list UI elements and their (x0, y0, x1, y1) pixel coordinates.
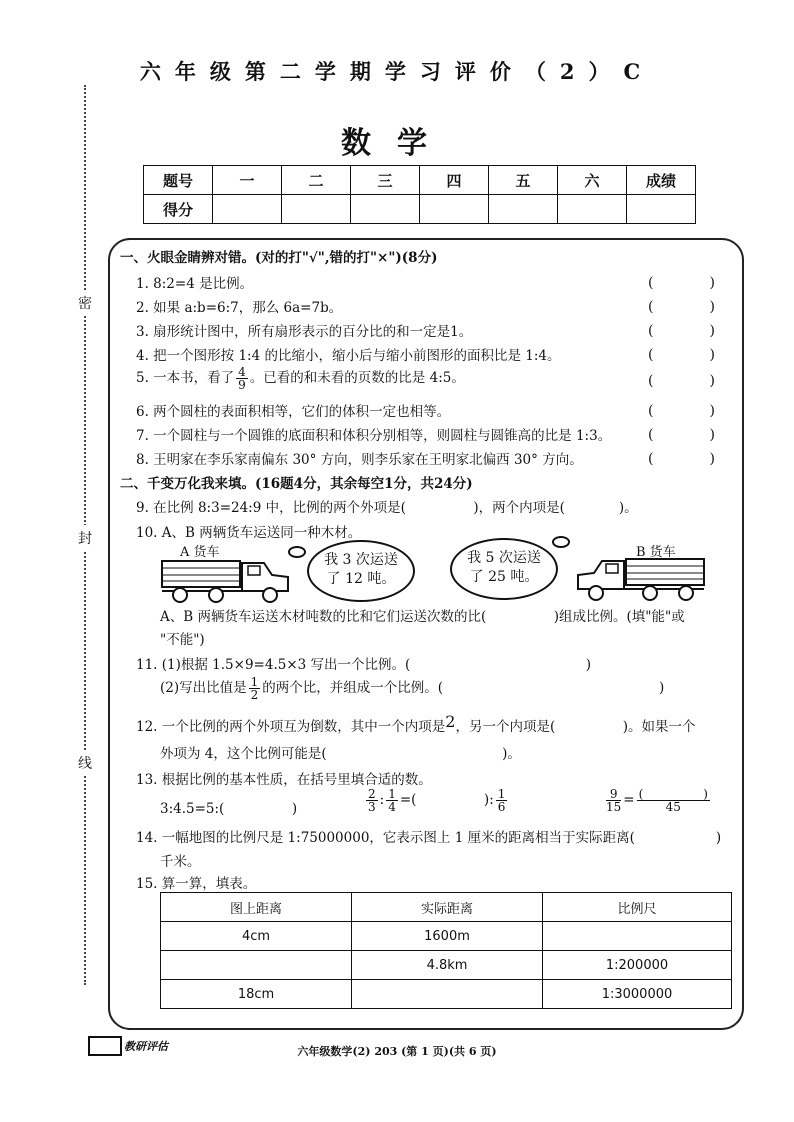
speech-bubble-b (450, 538, 558, 600)
question-12a (136, 712, 696, 735)
score-header: 成绩 (627, 166, 696, 195)
bubble-b-line2: 了 25 吨。 (469, 569, 539, 585)
side-label: 密 (78, 290, 92, 316)
question-5-pre: 5. 一本书，看了 (136, 370, 235, 386)
fraction (637, 788, 710, 813)
page-title: 六年级第二学期学习评价（2）C (139, 59, 655, 84)
question-10-text-2: "不能") (160, 632, 205, 648)
fraction (366, 788, 378, 813)
table-cell: 4.8km (352, 951, 543, 980)
question-13b-mid: =( ): (399, 792, 494, 808)
table-cell: 18cm (161, 980, 352, 1009)
fraction (606, 788, 621, 813)
question-13c: $\frac{9}{15}$ = $\frac{( )}{45}$ (606, 787, 708, 814)
truck-a-icon (160, 553, 292, 605)
scale-table (160, 892, 732, 1009)
score-header: 六 (558, 166, 627, 195)
section-2-title: 二、千变万化我来填。(16题4分，其余每空1分，共24分) (120, 476, 473, 492)
question-2: 2. 如果 a:b=6:7，那么 6a=7b。 (136, 300, 343, 316)
answer-paren[interactable]: ( ) (648, 299, 715, 315)
fraction (496, 788, 508, 813)
score-header: 题号 (144, 166, 213, 195)
thought-dot (552, 536, 570, 548)
fraction-num: 1 (388, 787, 396, 801)
fraction-den: 15 (606, 800, 622, 814)
score-header: 三 (351, 166, 420, 195)
question-13: 13. 根据比例的基本性质，在括号里填合适的数。 (136, 772, 432, 788)
fraction-den: 9 (238, 378, 246, 392)
answer-paren[interactable]: ( ) (648, 451, 715, 467)
table-cell[interactable] (543, 922, 732, 951)
question-5-post: 。已看的和未看的页数的比是 4:5。 (249, 370, 465, 386)
question-12a-post: ，另一个内项是( )。如果一个 (455, 719, 696, 735)
fraction (249, 676, 261, 701)
answer-paren[interactable]: ( ) (648, 373, 715, 389)
table-header: 实际距离 (352, 893, 543, 922)
score-cell[interactable] (558, 195, 627, 224)
score-cell[interactable] (282, 195, 351, 224)
question-9: 9. 在比例 8:3=24:9 中，比例的两个外项是( )，两个内项是( )。 (136, 500, 638, 516)
question-11b-pre: (2)写出比值是 (160, 680, 247, 696)
side-label: 封 (78, 525, 92, 551)
fraction-num: 2 (368, 787, 376, 801)
fraction (386, 788, 398, 813)
fraction-den: 6 (497, 800, 506, 814)
bubble-b-line1: 我 5 次运送 (467, 550, 541, 566)
question-6: 6. 两个圆柱的表面积相等，它们的体积一定也相等。 (136, 404, 451, 420)
table-row (161, 893, 732, 922)
answer-paren[interactable]: ( ) (648, 403, 715, 419)
side-label: 线 (78, 750, 92, 776)
question-12b: 外项为 4，这个比例可能是( )。 (160, 746, 521, 762)
fraction-den: 3 (368, 800, 376, 814)
question-1: 1. 8:2=4 是比例。 (136, 276, 254, 292)
score-cell[interactable] (213, 195, 282, 224)
question-11a: 11. (1)根据 1.5×9=4.5×3 写出一个比例。( ) (136, 657, 592, 673)
fraction-den: 4 (388, 800, 396, 814)
table-cell: 1600m (352, 922, 543, 951)
question-14-text-2: 千米。 (160, 854, 201, 870)
score-cell[interactable] (420, 195, 489, 224)
score-header: 二 (282, 166, 351, 195)
table-header: 图上距离 (161, 893, 352, 922)
subject-title: 数学 (341, 126, 453, 161)
answer-paren[interactable]: ( ) (648, 323, 715, 339)
question-10-text: A、B 两辆货车运送木材吨数的比和它们运送次数的比( )组成比例。(填"能"或 (160, 609, 685, 625)
fraction-num: 4 (238, 365, 246, 379)
fraction-num: 1 (250, 675, 259, 689)
question-8: 8. 王明家在李乐家南偏东 30° 方向，则李乐家在王明家北偏西 30° 方向。 (136, 452, 583, 468)
stamp-label: 教研评估 (124, 1040, 168, 1053)
fraction-den: 2 (250, 688, 259, 702)
question-11b-post: 的两个比，并组成一个比例。( ) (262, 680, 665, 696)
fraction (236, 366, 248, 391)
question-11b (160, 676, 664, 701)
truck-b-label: B 货车 (636, 545, 676, 560)
table-row (161, 922, 732, 951)
score-cell[interactable] (351, 195, 420, 224)
score-header: 四 (420, 166, 489, 195)
score-header: 一 (213, 166, 282, 195)
fraction-den: 45 (665, 800, 681, 814)
score-cell[interactable] (489, 195, 558, 224)
question-14: 14. 一幅地图的比例尺是 1:75000000，它表示图上 1 厘米的距离相当于实际距离( ) (136, 830, 722, 846)
table-row (161, 951, 732, 980)
page-footer: 六年级数学(2) 203 (第 1 页)(共 6 页) (297, 1045, 497, 1058)
table-cell: 4cm (161, 922, 352, 951)
fraction-num: 1 (497, 787, 506, 801)
answer-paren[interactable]: ( ) (648, 275, 715, 291)
fraction-num: 9 (606, 788, 621, 801)
question-13a: 3:4.5=5:( ) (160, 801, 298, 817)
table-row (161, 980, 732, 1009)
bubble-a-line2: 了 12 吨。 (326, 571, 396, 587)
fraction-num: ( ) (638, 787, 708, 801)
answer-paren[interactable]: ( ) (648, 347, 715, 363)
score-header: 五 (489, 166, 558, 195)
table-cell[interactable] (352, 980, 543, 1009)
thought-dot (288, 546, 306, 558)
question-10: 10. A、B 两辆货车运送同一种木材。 (136, 525, 362, 541)
question-15: 15. 算一算，填表。 (136, 876, 257, 892)
table-header: 比例尺 (543, 893, 732, 922)
speech-bubble-a (307, 540, 415, 602)
truck-a-label: A 货车 (180, 545, 220, 560)
question-5 (136, 366, 465, 391)
table-cell: 1:200000 (543, 951, 732, 980)
table-cell[interactable] (161, 951, 352, 980)
question-4: 4. 把一个图形按 1:4 的比缩小，缩小后与缩小前图形的面积比是 1:4。 (136, 348, 561, 364)
question-12a-pre: 12. 一个比例的两个外项互为倒数，其中一个内项是 (136, 719, 446, 735)
answer-paren[interactable]: ( ) (648, 427, 715, 443)
question-12a-value: 2 (445, 712, 456, 731)
question-3: 3. 扇形统计图中，所有扇形表示的百分比的和一定是1。 (136, 324, 473, 340)
section-1-title: 一、火眼金睛辨对错。(对的打"√",错的打"×")(8分) (120, 250, 438, 266)
table-cell: 1:3000000 (543, 980, 732, 1009)
score-cell[interactable] (627, 195, 696, 224)
score-table (143, 165, 696, 224)
question-7: 7. 一个圆柱与一个圆锥的底面积和体积分别相等，则圆柱与圆锥高的比是 1:3。 (136, 428, 612, 444)
truck-b-icon (574, 551, 706, 603)
question-13b: $\frac{2}{3}$ : $\frac{1}{4}$ =( ): $\frac{1}{6}$ (368, 787, 506, 814)
bubble-a-line1: 我 3 次运送 (324, 552, 398, 568)
score-label: 得分 (144, 195, 213, 224)
